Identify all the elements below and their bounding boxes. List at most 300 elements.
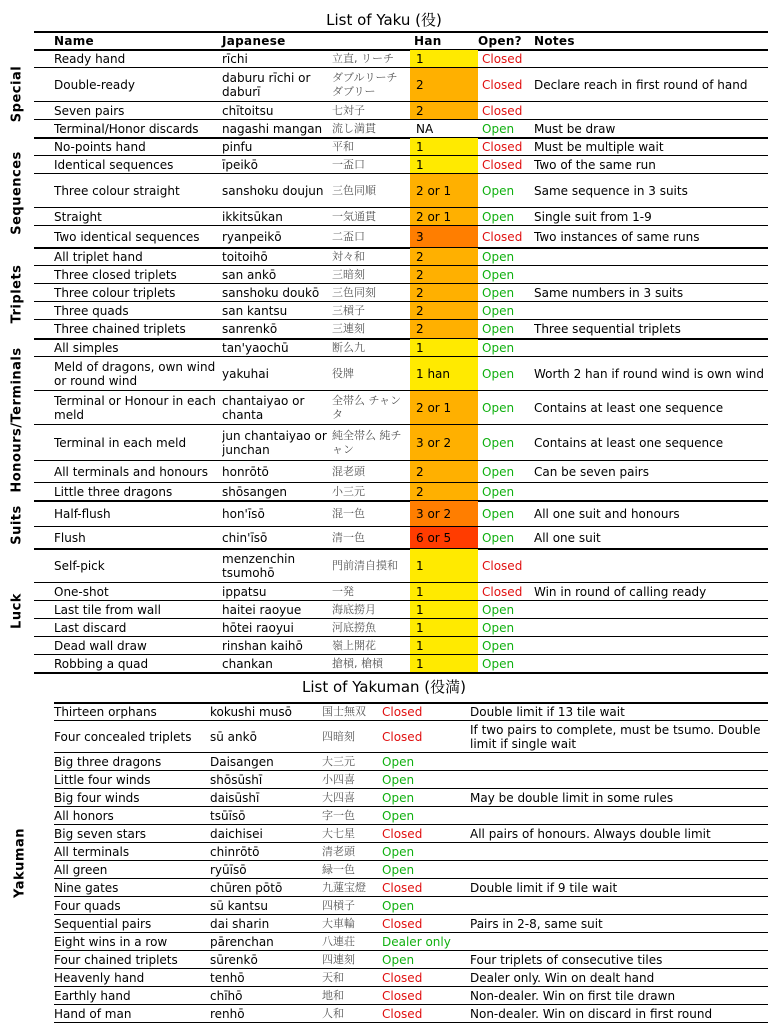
yakuman-name: Big seven stars <box>54 826 147 841</box>
group-label-honours-terminals <box>0 339 34 501</box>
yakuman-name: All honors <box>54 808 114 823</box>
header-open: Open? <box>478 34 522 48</box>
yaku-open-status: Open <box>482 602 515 617</box>
yaku-romaji: sanshoku doukō <box>222 285 320 300</box>
yaku-name: Ready hand <box>54 51 126 66</box>
yaku-open-status: Closed <box>482 584 523 599</box>
yakuman-kanji: 地和 <box>322 988 344 1002</box>
yaku-open-status: Closed <box>482 103 523 118</box>
yakuman-row <box>54 789 768 807</box>
yaku-kanji: 一発 <box>332 584 354 598</box>
yaku-name: Half-flush <box>54 506 111 521</box>
yaku-notes: Must be draw <box>534 121 616 136</box>
yaku-han: 2 <box>410 266 478 283</box>
yaku-notes <box>534 248 764 265</box>
yakuman-romaji: shōsūshī <box>210 772 263 787</box>
yakuman-kanji: 大車輪 <box>322 916 355 930</box>
yakuman-romaji: chīhō <box>210 988 243 1003</box>
yaku-open-status: Open <box>482 209 515 224</box>
yaku-row <box>34 357 768 391</box>
yaku-notes <box>534 483 764 500</box>
yakuman-open-status: Open <box>382 862 415 877</box>
yakuman-open-status: Open <box>382 790 415 805</box>
yaku-notes: Win in round of calling ready <box>534 584 707 599</box>
yaku-romaji: ryanpeikō <box>222 229 282 244</box>
yakuman-kanji: 清老頭 <box>322 844 355 858</box>
yakuman-kanji: 八連荘 <box>322 934 355 948</box>
yakuman-name: Big four winds <box>54 790 140 805</box>
group-label-sequences <box>0 138 34 248</box>
yakuman-kanji: 国士無双 <box>322 704 366 718</box>
yakuman-name: Heavenly hand <box>54 970 145 985</box>
yakuman-name: Four quads <box>54 898 121 913</box>
group-label-special <box>0 50 34 138</box>
yaku-row <box>34 138 768 156</box>
yaku-row <box>34 655 768 673</box>
yaku-kanji: 立直, リーチ <box>332 51 394 65</box>
yaku-row <box>34 208 768 226</box>
yaku-han: 1 <box>410 549 478 582</box>
yakuman-row <box>54 1005 768 1023</box>
yaku-kanji: 純全帯么 純チャン <box>332 428 402 456</box>
yaku-kanji: 海底撈月 <box>332 602 376 616</box>
yaku-name: Seven pairs <box>54 103 125 118</box>
yaku-name: Terminal or Honour in each meld <box>54 393 216 422</box>
yakuman-open-status: Closed <box>382 988 423 1003</box>
yakuman-name: Big three dragons <box>54 754 162 769</box>
yaku-han: 1 <box>410 619 478 636</box>
yaku-notes <box>534 601 764 618</box>
yakuman-row <box>54 807 768 825</box>
yaku-notes: Single suit from 1-9 <box>534 209 652 224</box>
yaku-open-status: Open <box>482 322 515 336</box>
yaku-name: Flush <box>54 530 86 545</box>
yaku-han: 1 <box>410 583 478 600</box>
yaku-kanji: 三色同刻 <box>332 285 376 299</box>
yaku-romaji: chin'īsō <box>222 530 268 545</box>
yaku-name: Three colour straight <box>54 183 180 198</box>
yakuman-notes <box>470 897 764 914</box>
yaku-han: 2 <box>410 320 478 338</box>
yaku-open-status: Closed <box>482 558 523 573</box>
yaku-kanji: 嶺上開花 <box>332 638 376 652</box>
yakuman-romaji: renhō <box>210 1006 245 1021</box>
yaku-romaji: rīchi <box>222 51 248 66</box>
yaku-romaji: chantaiyao or chanta <box>222 393 305 422</box>
yakuman-row <box>54 825 768 843</box>
group-label-text: Yakuman <box>12 828 28 898</box>
yaku-name: Self-pick <box>54 558 105 573</box>
yaku-romaji: sanshoku doujun <box>222 183 324 198</box>
yakuman-kanji: 小四喜 <box>322 772 355 786</box>
yaku-notes: Worth 2 han if round wind is own wind <box>534 366 764 381</box>
yaku-han: 2 <box>410 483 478 500</box>
yakuman-open-status: Closed <box>382 826 423 841</box>
yakuman-romaji: ryūīsō <box>210 862 247 877</box>
yakuman-open-status: Closed <box>382 1006 423 1021</box>
yaku-row <box>34 549 768 583</box>
yakuman-romaji: chinrōtō <box>210 844 260 859</box>
yaku-open-status: Open <box>482 400 515 415</box>
yakuman-name: All green <box>54 862 108 877</box>
yaku-row <box>34 483 768 501</box>
yakuman-name: Earthly hand <box>54 988 131 1003</box>
group-label-suits <box>0 501 34 549</box>
yaku-kanji: 七対子 <box>332 103 365 117</box>
yaku-open-status: Open <box>482 121 515 136</box>
yaku-kanji: 一気通貫 <box>332 209 376 223</box>
yaku-row <box>34 461 768 483</box>
yaku-open-status: Open <box>482 530 515 545</box>
yakuman-title: List of Yakuman (役満) <box>301 678 467 696</box>
yakuman-name: Nine gates <box>54 880 119 895</box>
yakuman-romaji: kokushi musō <box>210 704 292 719</box>
yaku-name: All simples <box>54 340 119 355</box>
yakuman-open-status: Open <box>382 754 415 769</box>
yaku-open-status: Open <box>482 366 515 381</box>
yaku-open-status: Open <box>482 464 515 479</box>
yaku-han: NA <box>416 121 434 136</box>
yakuman-name: Thirteen orphans <box>54 704 157 719</box>
yaku-notes <box>534 619 764 636</box>
yakuman-kanji: 四槓子 <box>322 898 355 912</box>
yakuman-romaji: chūren pōtō <box>210 880 283 895</box>
group-label-triplets <box>0 248 34 339</box>
yaku-romaji: hōtei raoyui <box>222 620 294 635</box>
yaku-han: 2 <box>410 302 478 319</box>
group-label-text: Luck <box>9 593 25 629</box>
yaku-kanji: 役牌 <box>332 366 354 380</box>
yakuman-romaji: pārenchan <box>210 934 274 949</box>
yaku-kanji: 混一色 <box>332 506 365 520</box>
yakuman-row <box>54 969 768 987</box>
yaku-han: 2 <box>410 68 478 101</box>
yaku-name: All triplet hand <box>54 249 143 264</box>
yaku-name: No-points hand <box>54 139 146 154</box>
yakuman-name: Sequential pairs <box>54 916 152 931</box>
yaku-name: Dead wall draw <box>54 638 147 653</box>
yaku-kanji: 混老頭 <box>332 464 365 478</box>
yaku-romaji: pinfu <box>222 139 253 154</box>
yakuman-open-status: Open <box>382 952 415 967</box>
header-notes: Notes <box>534 34 575 48</box>
yakuman-romaji: tenhō <box>210 970 245 985</box>
yakuman-notes: Non-dealer. Win on discard in first round <box>470 1006 713 1021</box>
group-label-text: Special <box>9 65 25 123</box>
yakuman-notes <box>470 933 764 950</box>
yaku-romaji: yakuhai <box>222 366 269 381</box>
yaku-row <box>34 120 768 138</box>
yakuman-notes: Dealer only. Win on dealt hand <box>470 970 655 985</box>
group-label-text: Honours/Terminals <box>9 347 25 493</box>
yaku-name: Last discard <box>54 620 127 635</box>
yakuman-notes <box>470 843 764 860</box>
yaku-romaji: īpeikō <box>222 157 258 172</box>
yakuman-row <box>54 771 768 789</box>
yaku-han: 1 <box>410 138 478 155</box>
yaku-notes: Same sequence in 3 suits <box>534 183 688 198</box>
yakuman-open-status: Closed <box>382 729 423 744</box>
yakuman-kanji: 大四喜 <box>322 790 355 804</box>
yaku-kanji: 三連刻 <box>332 322 365 335</box>
yaku-han: 1 han <box>410 357 478 390</box>
yaku-romaji: menzenchin tsumohō <box>222 551 296 580</box>
group-label-text: Sequences <box>9 151 25 235</box>
yakuman-notes: Double limit if 9 tile wait <box>470 880 618 895</box>
yaku-row <box>34 102 768 120</box>
yaku-notes <box>534 655 764 672</box>
yaku-kanji: 門前清自摸和 <box>332 558 398 572</box>
yaku-han: 1 <box>410 50 478 67</box>
yakuman-notes: May be double limit in some rules <box>470 790 674 805</box>
yakuman-romaji: sū ankō <box>210 729 257 744</box>
yaku-kanji: ダブルリーチ ダブリー <box>332 70 398 98</box>
yaku-romaji: sanrenkō <box>222 322 278 336</box>
yaku-notes <box>534 637 764 654</box>
yaku-kanji: 断么九 <box>332 340 365 354</box>
yaku-notes: Two instances of same runs <box>534 229 700 244</box>
yaku-open-status: Closed <box>482 157 523 172</box>
yakuman-row <box>54 915 768 933</box>
yakuman-notes <box>470 807 764 824</box>
yakuman-row <box>54 897 768 915</box>
yaku-romaji: ippatsu <box>222 584 267 599</box>
yaku-kanji: 全帯么 チャンタ <box>332 393 402 421</box>
yaku-row <box>34 339 768 357</box>
yaku-open-status: Open <box>482 506 515 521</box>
yaku-notes <box>534 102 764 119</box>
yaku-row <box>34 156 768 174</box>
yakuman-name: Little four winds <box>54 772 151 787</box>
yaku-han: 3 or 2 <box>410 501 478 526</box>
yaku-open-status: Open <box>482 435 515 450</box>
yaku-kanji: 河底撈魚 <box>332 620 376 634</box>
yaku-row <box>34 266 768 284</box>
yaku-row <box>34 68 768 102</box>
yakuman-open-status: Dealer only <box>382 934 451 949</box>
yaku-romaji: nagashi mangan <box>222 121 323 136</box>
yaku-notes <box>534 339 764 356</box>
group-label-text: Suits <box>9 505 25 545</box>
yakuman-kanji: 天和 <box>322 970 344 984</box>
yaku-romaji: honrōtō <box>222 464 269 479</box>
yaku-kanji: 二盃口 <box>332 229 365 243</box>
yaku-han: 6 or 5 <box>410 527 478 548</box>
yaku-row <box>34 501 768 527</box>
yakuman-notes <box>470 753 764 770</box>
yaku-open-status: Open <box>482 656 515 671</box>
yakuman-row <box>54 861 768 879</box>
yakuman-open-status: Open <box>382 898 415 913</box>
yaku-name: Three closed triplets <box>54 267 177 282</box>
yaku-open-status: Closed <box>482 51 523 66</box>
yaku-row <box>34 425 768 461</box>
yakuman-row <box>54 721 768 753</box>
yaku-row <box>34 583 768 601</box>
yaku-han: 2 or 1 <box>410 174 478 207</box>
yaku-notes: Can be seven pairs <box>534 464 649 479</box>
yakuman-row <box>54 843 768 861</box>
yakuman-romaji: daichisei <box>210 826 263 841</box>
yakuman-name: All terminals <box>54 844 130 859</box>
yaku-notes: Declare reach in first round of hand <box>534 77 748 92</box>
yaku-name: Three quads <box>54 303 129 318</box>
yakuman-row <box>54 951 768 969</box>
yakuman-romaji: Daisangen <box>210 754 274 769</box>
yaku-open-status: Open <box>482 183 515 198</box>
yaku-romaji: san ankō <box>222 267 277 282</box>
yaku-kanji: 平和 <box>332 139 354 153</box>
yaku-row <box>34 50 768 68</box>
yaku-han: 2 <box>410 284 478 301</box>
yaku-open-status: Open <box>482 285 515 300</box>
yaku-row <box>34 601 768 619</box>
yakuman-notes: If two pairs to complete, must be tsumo. Double limit if single wait <box>470 722 761 751</box>
group-label-yakuman <box>0 703 40 1023</box>
yaku-notes: Contains at least one sequence <box>534 400 724 415</box>
yaku-row <box>34 391 768 425</box>
yaku-romaji: chankan <box>222 656 273 671</box>
yakuman-romaji: daisūshī <box>210 790 260 805</box>
yaku-romaji: rinshan kaihō <box>222 638 303 653</box>
yakuman-name: Four chained triplets <box>54 952 178 967</box>
yakuman-open-status: Open <box>382 772 415 787</box>
yaku-han: 2 <box>410 102 478 119</box>
yaku-open-status: Open <box>482 620 515 635</box>
yaku-kanji: 対々和 <box>332 249 365 263</box>
yaku-notes: Contains at least one sequence <box>534 435 724 450</box>
yaku-romaji: ikkitsūkan <box>222 209 283 224</box>
yaku-han: 3 <box>410 226 478 247</box>
yaku-notes: All one suit and honours <box>534 506 680 521</box>
yakuman-notes: Pairs in 2-8, same suit <box>470 916 603 931</box>
yakuman-notes <box>470 861 764 878</box>
yaku-open-status: Open <box>482 303 515 318</box>
yakuman-notes: Non-dealer. Win on first tile drawn <box>470 988 676 1003</box>
yakuman-kanji: 四暗刻 <box>322 729 355 743</box>
yaku-notes <box>534 549 764 582</box>
yaku-open-status: Closed <box>482 139 523 154</box>
yaku-notes: All one suit <box>534 530 601 545</box>
yaku-row <box>34 226 768 248</box>
yaku-notes: Two of the same run <box>534 157 656 172</box>
yakuman-kanji: 四連刻 <box>322 952 355 966</box>
yakuman-name: Hand of man <box>54 1006 132 1021</box>
yaku-kanji: 流し満貫 <box>332 121 376 135</box>
yaku-han: 2 or 1 <box>410 208 478 225</box>
table-top-border <box>34 31 768 33</box>
yaku-kanji: 三色同順 <box>332 183 376 197</box>
page-title: List of Yaku (役) <box>326 11 442 29</box>
yaku-notes <box>534 302 764 319</box>
yakuman-open-status: Open <box>382 844 415 859</box>
yaku-open-status: Open <box>482 638 515 653</box>
yakuman-kanji: 九蓮宝燈 <box>322 880 366 894</box>
group-label-luck <box>0 549 34 673</box>
group-divider <box>34 672 768 674</box>
yaku-notes: Must be multiple wait <box>534 139 664 154</box>
yaku-row <box>34 527 768 549</box>
yaku-kanji: 搶槓, 槍槓 <box>332 656 383 670</box>
yakuman-row <box>54 987 768 1005</box>
yaku-kanji: 小三元 <box>332 484 365 498</box>
yaku-han: 2 <box>410 248 478 265</box>
yaku-open-status: Open <box>482 340 515 355</box>
yaku-name: Straight <box>54 209 102 224</box>
yakuman-kanji: 人和 <box>322 1006 344 1020</box>
yaku-row <box>34 248 768 266</box>
yaku-open-status: Closed <box>482 77 523 92</box>
yakuman-kanji: 大七星 <box>322 826 355 840</box>
yaku-notes <box>534 266 764 283</box>
yaku-name: Last tile from wall <box>54 602 161 617</box>
yaku-open-status: Closed <box>482 229 523 244</box>
yaku-row <box>34 302 768 320</box>
yaku-name: Little three dragons <box>54 484 173 499</box>
yaku-name: Terminal in each meld <box>54 435 187 450</box>
yakuman-row <box>54 753 768 771</box>
yaku-notes: Same numbers in 3 suits <box>534 285 684 300</box>
yaku-name: Meld of dragons, own wind or round wind <box>54 359 216 388</box>
yaku-name: Three chained triplets <box>54 322 186 336</box>
header-name: Name <box>54 34 94 48</box>
yakuman-kanji: 字一色 <box>322 808 355 822</box>
yaku-name: Three colour triplets <box>54 285 176 300</box>
yaku-han: 1 <box>410 339 478 356</box>
yakuman-open-status: Closed <box>382 970 423 985</box>
yakuman-romaji: tsūīsō <box>210 808 246 823</box>
yaku-han: 1 <box>410 655 478 672</box>
yaku-open-status: Open <box>482 484 515 499</box>
yakuman-open-status: Closed <box>382 916 423 931</box>
yaku-kanji: 一盃口 <box>332 157 365 171</box>
yaku-han: 1 <box>410 601 478 618</box>
header-han: Han <box>414 34 442 48</box>
yakuman-row <box>54 879 768 897</box>
yakuman-notes: Double limit if 13 tile wait <box>470 704 625 719</box>
yakuman-kanji: 緑一色 <box>322 862 355 876</box>
yaku-kanji: 三槓子 <box>332 303 365 317</box>
yakuman-romaji: sūrenkō <box>210 952 258 967</box>
yakuman-notes: Four triplets of consecutive tiles <box>470 952 663 967</box>
yaku-open-status: Open <box>482 249 515 264</box>
header-japanese: Japanese <box>222 34 286 48</box>
yaku-row <box>34 320 768 339</box>
yakuman-name: Eight wins in a row <box>54 934 168 949</box>
yakuman-name: Four concealed triplets <box>54 729 192 744</box>
yaku-romaji: toitoihō <box>222 249 268 264</box>
yaku-name: Two identical sequences <box>54 229 200 244</box>
yaku-open-status: Open <box>482 267 515 282</box>
yakuman-row <box>54 703 768 721</box>
yakuman-open-status: Closed <box>382 704 423 719</box>
yaku-name: Robbing a quad <box>54 656 149 671</box>
yakuman-romaji: sū kantsu <box>210 898 268 913</box>
yaku-notes: Three sequential triplets <box>534 322 681 336</box>
yaku-han: 1 <box>410 156 478 173</box>
yaku-row <box>34 637 768 655</box>
yaku-name: All terminals and honours <box>54 464 208 479</box>
yaku-romaji: hon'īsō <box>222 506 265 521</box>
yaku-romaji: haitei raoyue <box>222 602 302 617</box>
yaku-han: 2 or 1 <box>410 391 478 424</box>
yaku-kanji: 清一色 <box>332 530 365 544</box>
yaku-row <box>34 174 768 208</box>
yaku-name: Terminal/Honor discards <box>54 121 199 136</box>
yakuman-row <box>54 933 768 951</box>
yaku-row <box>34 284 768 302</box>
yaku-romaji: san kantsu <box>222 303 288 318</box>
